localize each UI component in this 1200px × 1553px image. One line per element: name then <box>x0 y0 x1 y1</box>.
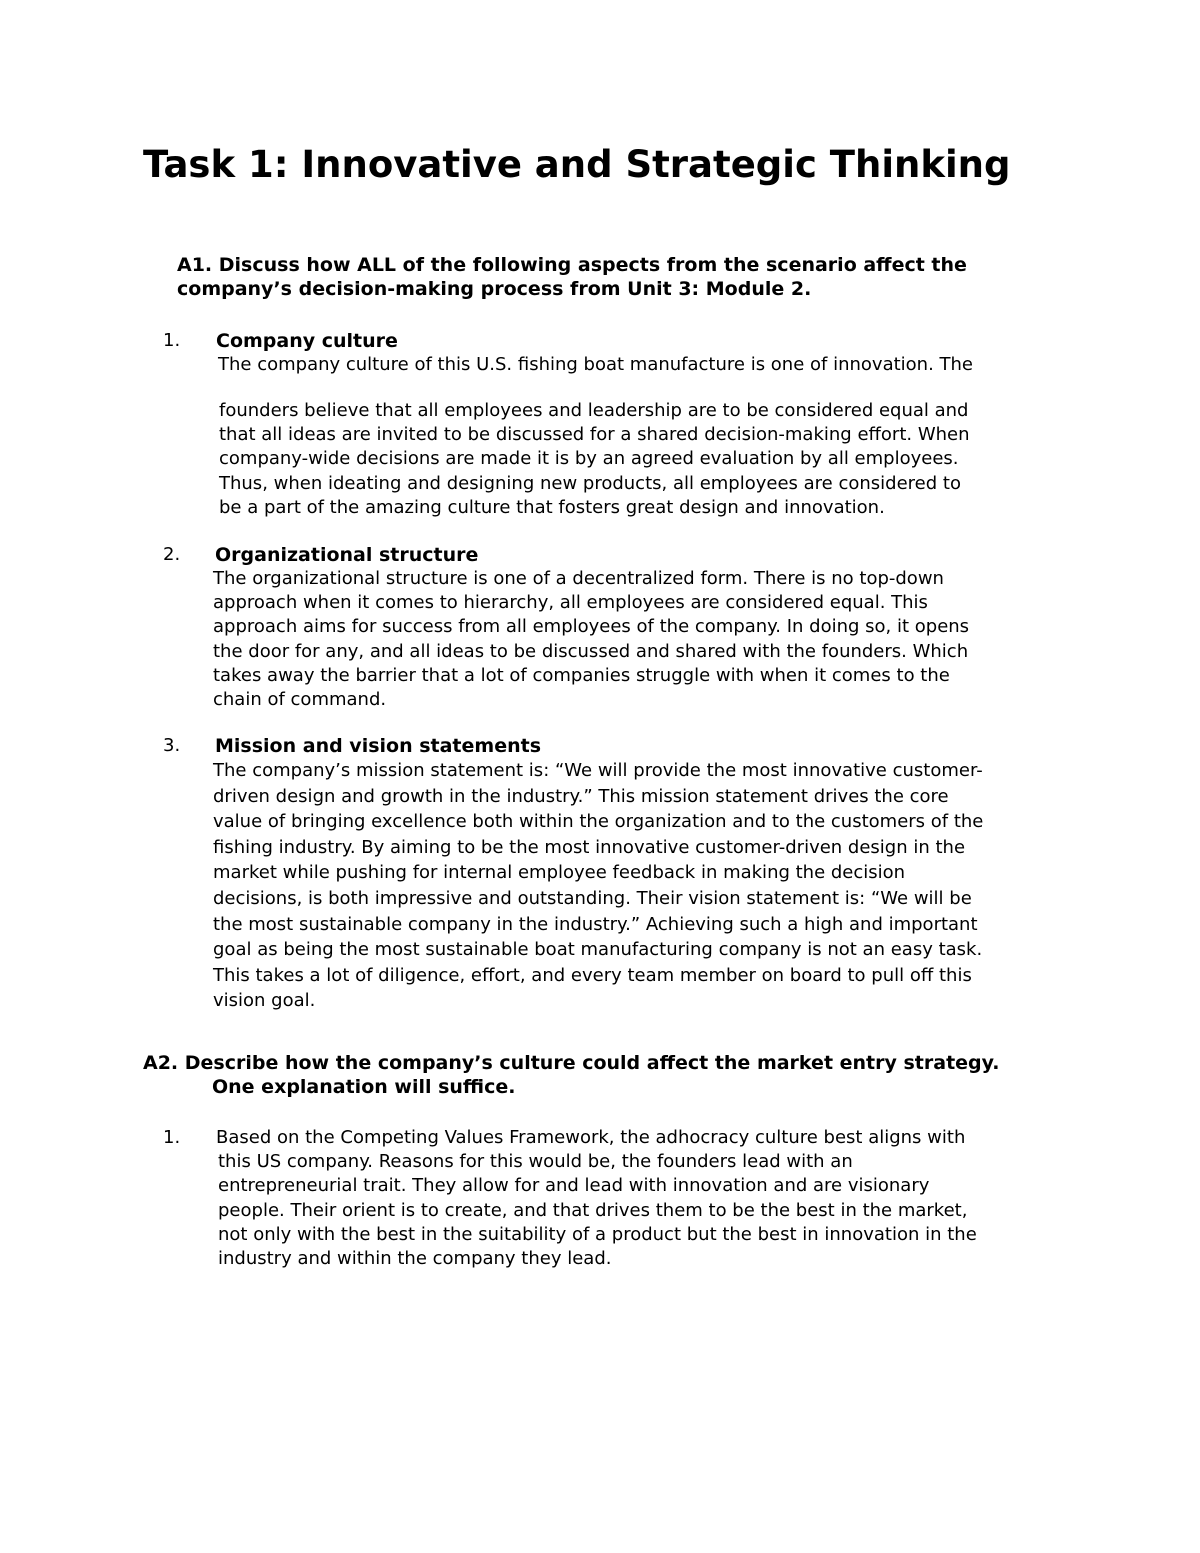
paragraph-line: that all ideas are invited to be discussed for a shared decision-making effort. When <box>219 424 970 446</box>
paragraph-line: company-wide decisions are made it is by an agreed evaluation by all employees. <box>219 448 959 470</box>
paragraph-line: approach aims for success from all employees of the company. In doing so, it opens <box>213 616 970 638</box>
paragraph-line: the door for any, and all ideas to be discussed and shared with the founders. Which <box>213 640 969 662</box>
list-item-heading: Organizational structure <box>215 544 479 566</box>
a2-question-heading: A2. Describe how the company’s culture could affect the market entry strategy. <box>143 1052 1000 1074</box>
list-item-number: 1. <box>163 1127 181 1148</box>
paragraph-line: founders believe that all employees and leadership are to be considered equal and <box>219 400 969 421</box>
paragraph-line: fishing industry. By aiming to be the most innovative customer-driven design in the <box>213 836 966 858</box>
paragraph-line: be a part of the amazing culture that fosters great design and innovation. <box>219 496 885 518</box>
list-item-paragraph <box>219 399 970 520</box>
a1-heading-line-1: A1. Discuss how ALL of the following aspects from the scenario affect the <box>177 254 967 276</box>
paragraph-line: vision goal. <box>213 990 316 1012</box>
paragraph-line: takes away the barrier that a lot of companies struggle with when it comes to the <box>213 664 950 686</box>
paragraph-line: driven design and growth in the industry.” This mission statement drives the core <box>213 785 949 807</box>
paragraph-line: industry and within the company they lead. <box>218 1248 612 1270</box>
paragraph-line: The company’s mission statement is: “We will provide the most innovative customer- <box>213 760 983 781</box>
paragraph-line: not only with the best in the suitability of a product but the best in innovation in the <box>218 1223 977 1245</box>
list-item-heading: Mission and vision statements <box>215 735 542 757</box>
paragraph-line: decisions, is both impressive and outstanding. Their vision statement is: “We will be <box>213 887 972 909</box>
paragraph-line: people. Their orient is to create, and that drives them to be the best in the market, <box>218 1199 968 1221</box>
paragraph-line: market while pushing for internal employee feedback in making the decision <box>213 862 906 884</box>
paragraph-line: The company culture of this U.S. fishing boat manufacture is one of innovation. The <box>218 354 973 375</box>
list-item-paragraph <box>218 353 973 377</box>
paragraph-line: this US company. Reasons for this would be, the founders lead with an <box>218 1151 853 1173</box>
list-item-paragraph <box>216 1126 977 1271</box>
paragraph-line: Based on the Competing Values Framework, the adhocracy culture best aligns with <box>216 1127 966 1148</box>
list-item-number: 1. <box>163 330 181 351</box>
a1-heading-line-2: company’s decision-making process from Unit 3: Module 2. <box>177 278 812 300</box>
paragraph-line: This takes a lot of diligence, effort, and every team member on board to pull off this <box>213 964 972 986</box>
list-item-paragraph <box>213 758 983 1014</box>
paragraph-line: The organizational structure is one of a decentralized form. There is no top-down <box>213 568 944 589</box>
paragraph-line: approach when it comes to hierarchy, all employees are considered equal. This <box>213 592 928 614</box>
paragraph-line: value of bringing excellence both within the organization and to the customers of the <box>213 811 984 833</box>
paragraph-line: Thus, when ideating and designing new products, all employees are considered to <box>219 472 961 494</box>
list-item-number: 3. <box>163 735 181 756</box>
paragraph-line: the most sustainable company in the industry.” Achieving such a high and important <box>213 913 978 935</box>
list-item-number: 2. <box>163 544 181 565</box>
page-title: Task 1: Innovative and Strategic Thinking <box>143 143 1011 186</box>
a1-question-heading <box>177 253 967 301</box>
list-item-heading: Company culture <box>216 330 398 352</box>
list-item-paragraph <box>213 567 969 712</box>
a2-question-heading-continued: One explanation will suffice. <box>212 1076 516 1098</box>
paragraph-line: entrepreneurial trait. They allow for and lead with innovation and are visionary <box>218 1175 930 1197</box>
paragraph-line: goal as being the most sustainable boat manufacturing company is not an easy task. <box>213 939 983 961</box>
paragraph-line: chain of command. <box>213 689 387 711</box>
